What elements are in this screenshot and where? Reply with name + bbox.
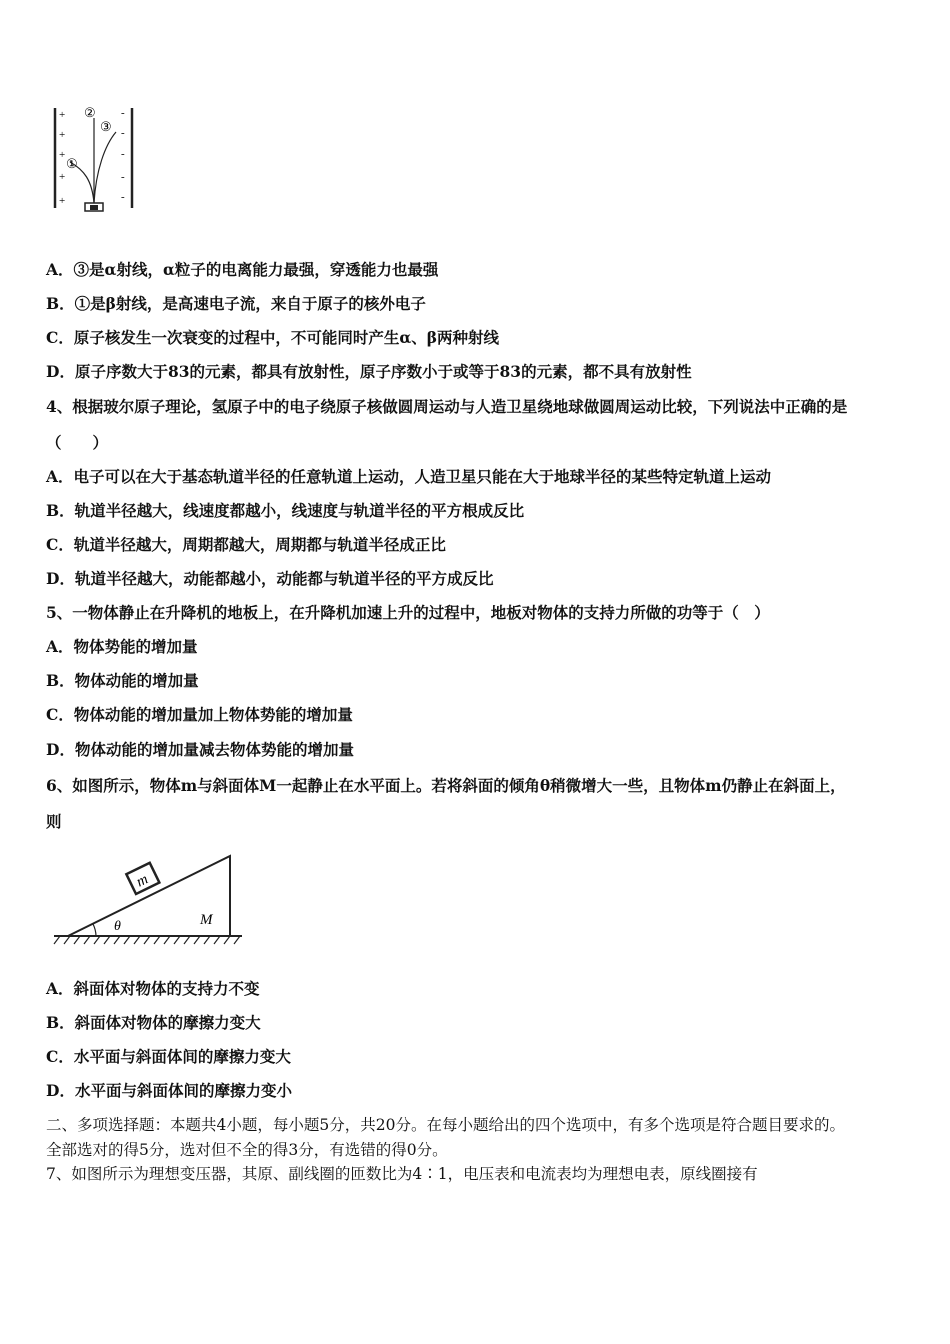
plus-sign: + <box>59 171 66 183</box>
q6-option-b: B．斜面体对物体的摩擦力变大 <box>46 1013 261 1032</box>
minus-sign: - <box>121 171 125 183</box>
plus-sign: + <box>59 195 66 207</box>
incline-M-label: M <box>200 912 213 928</box>
q4-stem-paren: （ ） <box>46 433 109 452</box>
radiation-figure <box>50 100 140 218</box>
minus-sign: - <box>121 127 125 139</box>
q3-option-b: B．①是β射线，是高速电子流，来自于原子的核外电子 <box>46 294 426 313</box>
q4-option-c: C．轨道半径越大，周期都越大，周期都与轨道半径成正比 <box>46 535 446 554</box>
radiation-diagram <box>50 100 140 218</box>
q7-stem: 7、如图所示为理想变压器，其原、副线圈的匝数比为4∶1，电压表和电流表均为理想电表，原线圈接有 <box>46 1165 758 1183</box>
plus-sign: + <box>59 149 66 161</box>
minus-sign: - <box>121 107 125 119</box>
q6-option-c: C．水平面与斜面体间的摩擦力变大 <box>46 1047 291 1066</box>
q6-stem-end: 则 <box>46 812 62 831</box>
q6-option-a: A．斜面体对物体的支持力不变 <box>46 979 260 998</box>
minus-sign: - <box>121 148 125 160</box>
minus-sign: - <box>121 191 125 203</box>
q3-option-d: D．原子序数大于83的元素，都具有放射性，原子序数小于或等于83的元素，都不具有放射性 <box>46 362 692 381</box>
section2-heading: 二、多项选择题：本题共4小题，每小题5分，共20分。在每小题给出的四个选项中，有多个选项是符合题目要求的。 <box>46 1116 845 1134</box>
trajectory-label-3: ③ <box>100 119 112 134</box>
q4-option-a: A．电子可以在大于基态轨道半径的任意轨道上运动，人造卫星只能在大于地球半径的某些特定轨道上运动 <box>46 467 772 486</box>
q5-option-c: C．物体动能的增加量加上物体势能的增加量 <box>46 705 353 724</box>
q5-option-d: D．物体动能的增加量减去物体势能的增加量 <box>46 740 354 759</box>
plus-sign: + <box>59 109 66 121</box>
q5-option-a: A．物体势能的增加量 <box>46 637 198 656</box>
q6-option-d: D．水平面与斜面体间的摩擦力变小 <box>46 1081 292 1100</box>
q6-stem: 6、如图所示，物体m与斜面体M一起静止在水平面上。若将斜面的倾角θ稍微增大一些，且物体m仍静止在斜面上， <box>46 776 846 795</box>
trajectory-label-1: ① <box>66 156 78 171</box>
q4-stem: 4、根据玻尔原子理论，氢原子中的电子绕原子核做圆周运动与人造卫星绕地球做圆周运动比较，下列说法中正确的是 <box>46 397 848 416</box>
angle-theta-label: θ <box>114 919 121 934</box>
q5-option-b: B．物体动能的增加量 <box>46 671 199 690</box>
incline-figure <box>50 850 250 950</box>
q4-option-d: D．轨道半径越大，动能都越小，动能都与轨道半径的平方成反比 <box>46 569 494 588</box>
incline-diagram <box>50 850 250 950</box>
mass-m-label: m <box>133 871 151 891</box>
q4-option-b: B．轨道半径越大，线速度都越小，线速度与轨道半径的平方根成反比 <box>46 501 525 520</box>
q3-option-a: A．③是α射线，α粒子的电离能力最强，穿透能力也最强 <box>46 260 439 279</box>
plus-sign: + <box>59 129 66 141</box>
section2-scoring: 全部选对的得5分，选对但不全的得3分，有选错的得0分。 <box>46 1141 448 1159</box>
trajectory-label-2: ② <box>84 105 96 120</box>
q3-option-c: C．原子核发生一次衰变的过程中，不可能同时产生α、β两种射线 <box>46 328 500 347</box>
q5-stem: 5、一物体静止在升降机的地板上，在升降机加速上升的过程中，地板对物体的支持力所做的功等于（ ） <box>46 603 770 622</box>
